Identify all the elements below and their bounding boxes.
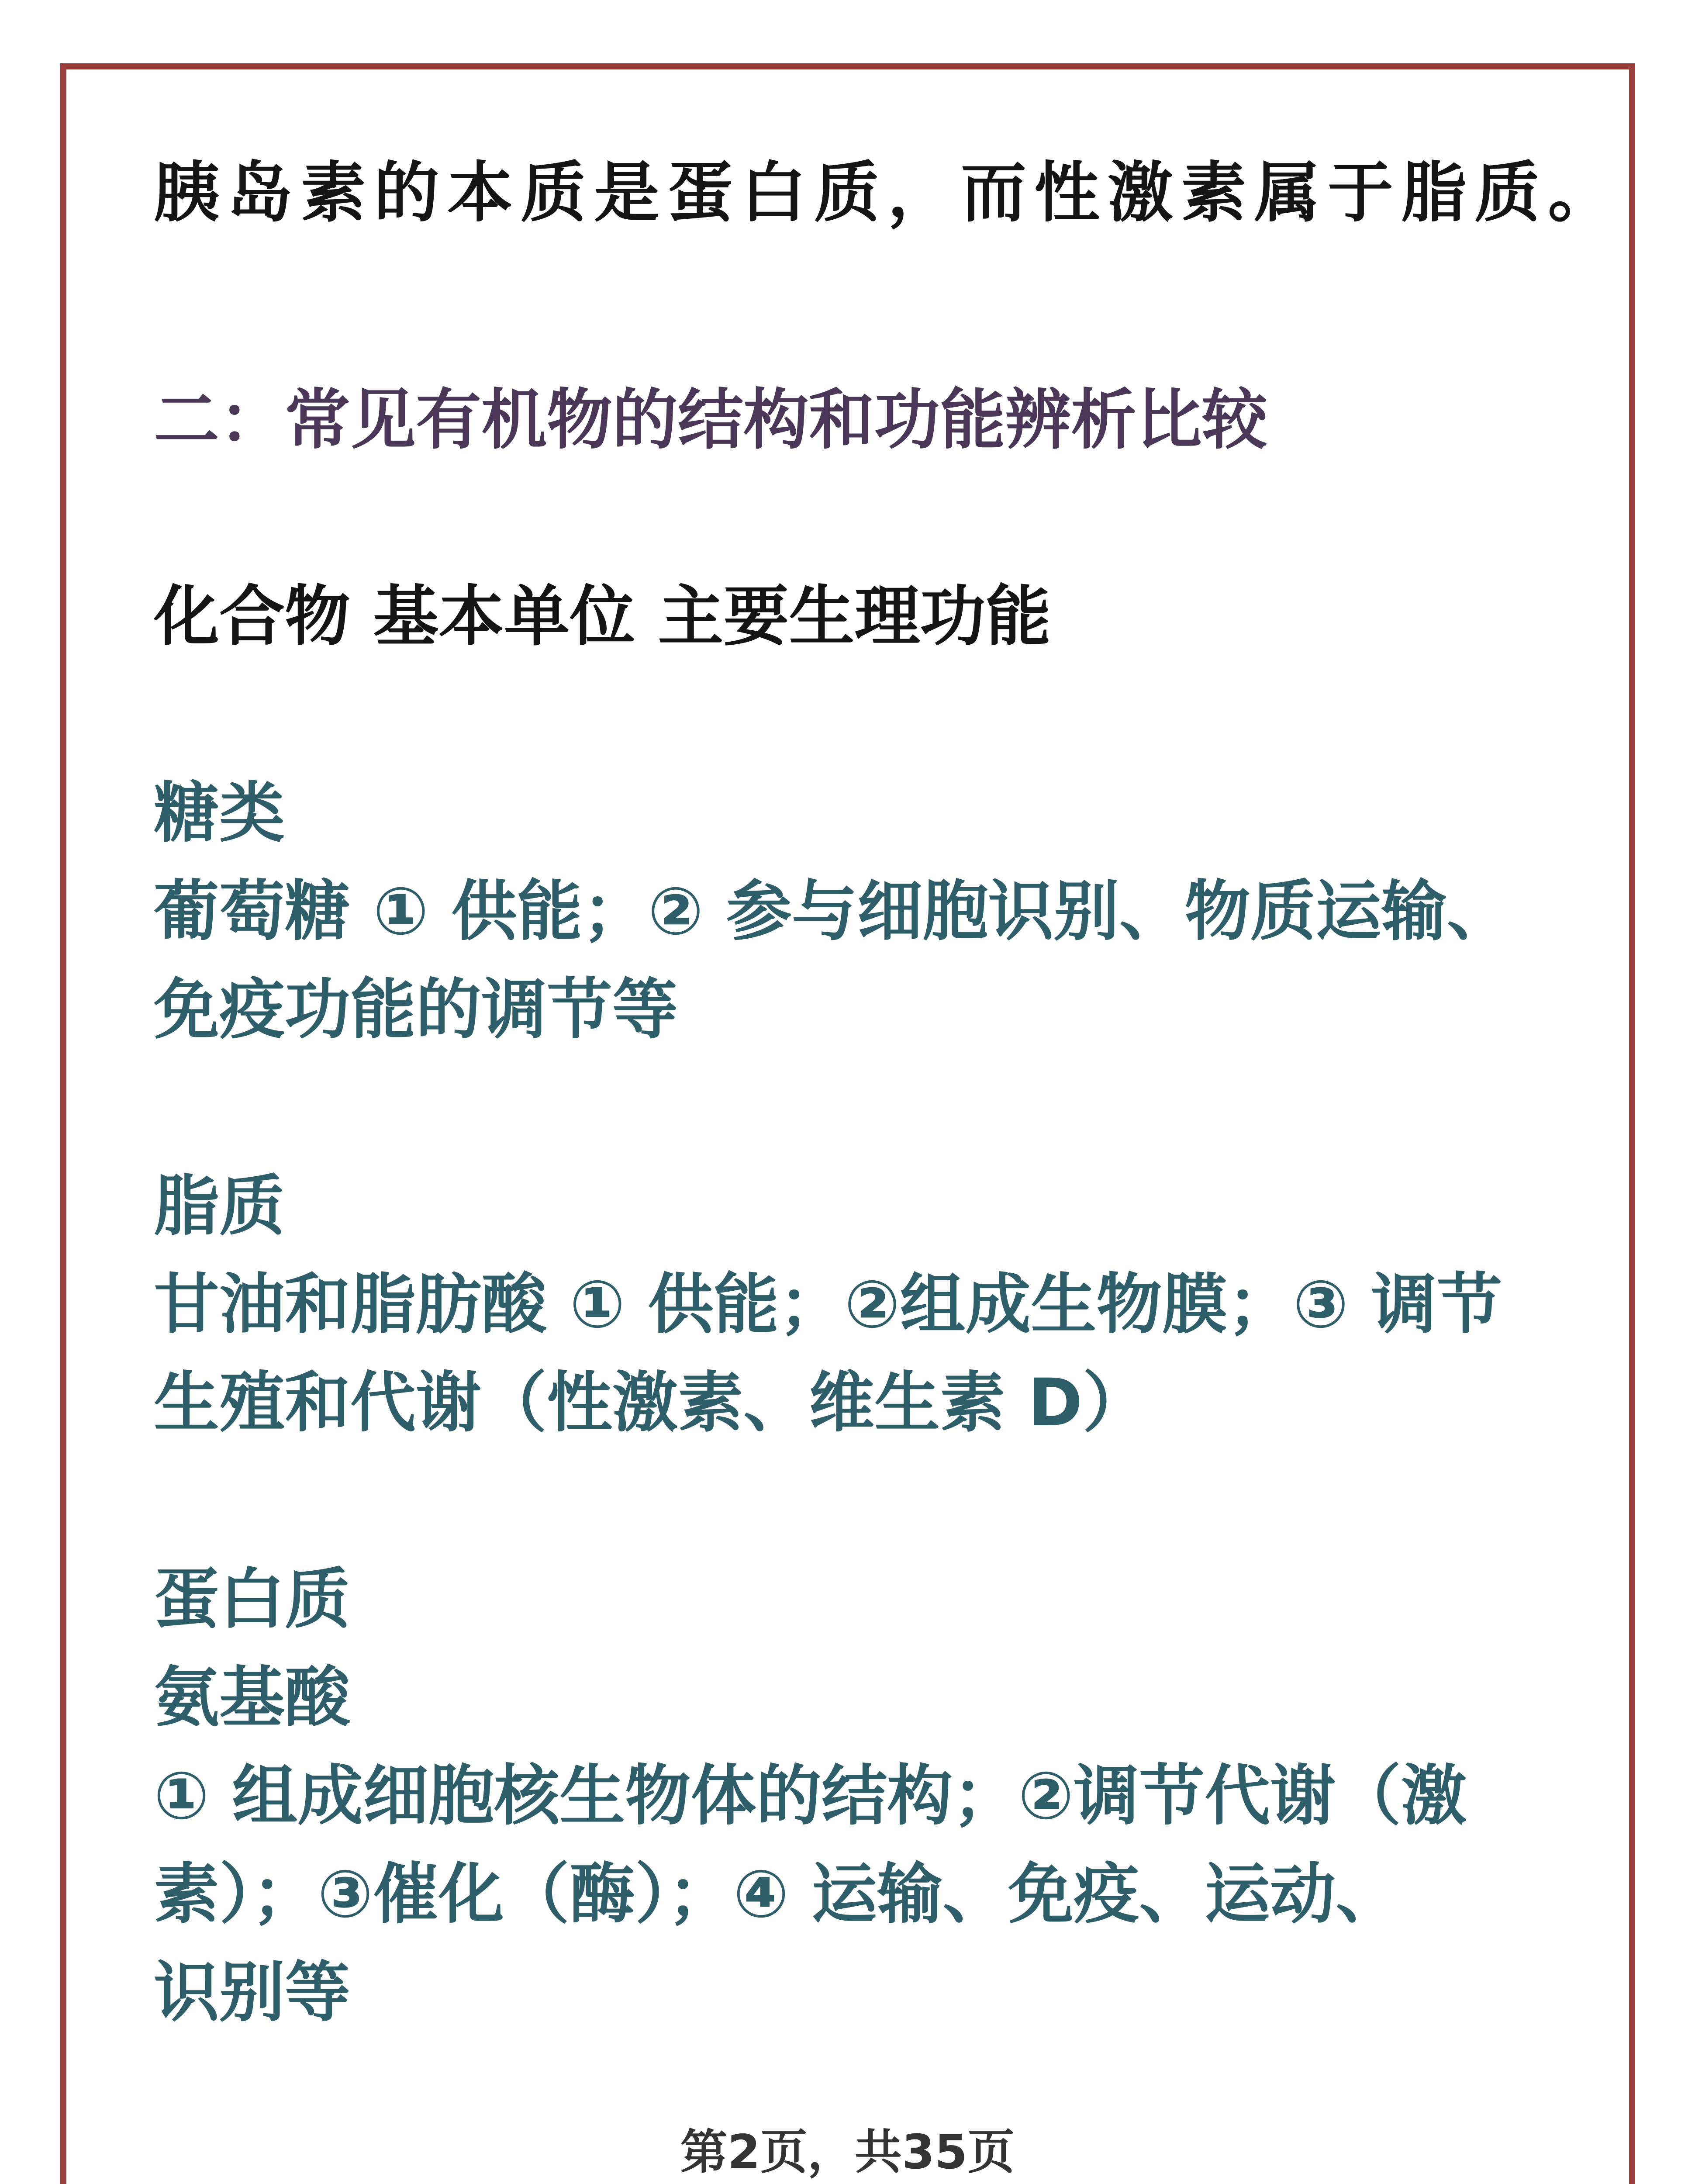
lipids-line-1: 甘油和脂肪酸 ① 供能；②组成生物膜；③ 调节 (154, 1267, 1502, 1343)
page-number: 第2页，共35页 (680, 2125, 1015, 2180)
sugars-line-2: 免疫功能的调节等 (154, 972, 678, 1048)
intro-line: 胰岛素的本质是蛋白质，而性激素属于脂质。 (154, 155, 1622, 231)
section-heading: 二：常见有机物的结构和功能辨析比较 (154, 382, 1268, 458)
lipids-name: 脂质 (154, 1168, 285, 1244)
sugars-line-1: 葡萄糖 ① 供能；② 参与细胞识别、物质运输、 (154, 874, 1512, 950)
spacer (154, 666, 1595, 764)
proteins-line-3: 识别等 (154, 1955, 351, 2031)
spacer (154, 242, 1595, 371)
spacer (154, 1059, 1595, 1158)
spacer (154, 1452, 1595, 1551)
page-content (154, 144, 1622, 2042)
spacer (154, 470, 1595, 568)
proteins-name: 蛋白质 (154, 1562, 351, 1638)
proteins-unit: 氨基酸 (154, 1660, 351, 1736)
table-header: 化合物 基本单位 主要生理功能 (154, 579, 1051, 655)
proteins-line-1: ① 组成细胞核生物体的结构；②调节代谢（激 (154, 1758, 1467, 1834)
lipids-line-2: 生殖和代谢（性激素、维生素 D） (154, 1365, 1148, 1441)
sugars-name: 糖类 (154, 775, 285, 851)
proteins-line-2: 素）；③催化（酶）；④ 运输、免疫、运动、 (154, 1856, 1402, 1932)
